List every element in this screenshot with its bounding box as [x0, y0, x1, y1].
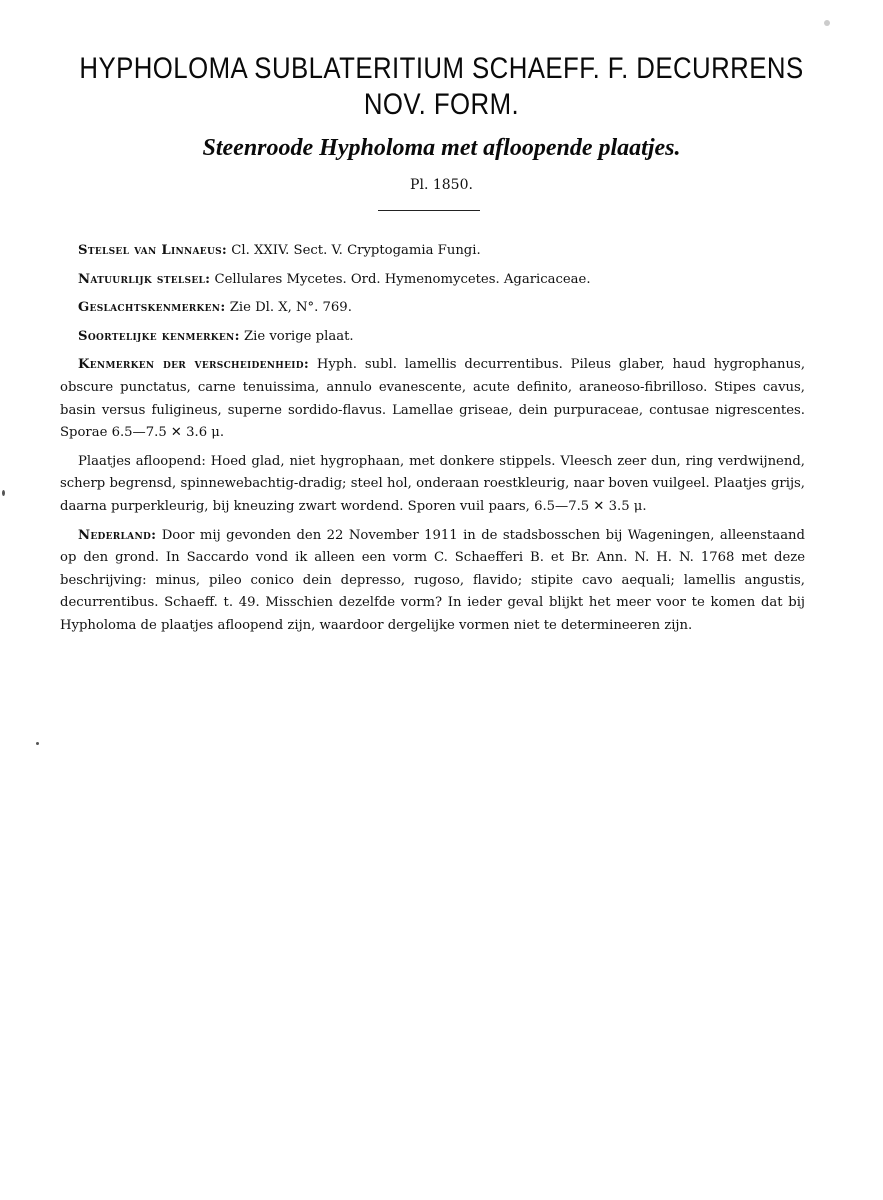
scan-speck [2, 490, 5, 496]
subtitle: Steenroode Hypholoma met afloopende plaatjes. [202, 135, 681, 161]
kenmerken-verscheidenheid-text: Hyph. subl. lamellis decurrentibus. Pileus glaber, haud hygrophanus, obscure punctatus, carne tenuissima, annulo evanescente, acute definito, araneoso-fibrilloso. Stipes cavus, basin versus fuligineus, superne sordido-flavus. Lamellae griseae, dein purpuraceae, contusae nigrescentes. Sporae 6.5—7.5 ✕ 3.6 μ. [60, 357, 806, 441]
soortelijke-kenmerken-text: Zie vorige plaat. [243, 328, 354, 344]
stelsel-linnaeus [60, 240, 805, 263]
natuurlijk-stelsel [60, 269, 805, 292]
geslachtskenmerken-text: Zie Dl. X, N°. 769. [229, 300, 352, 316]
title-line-2: NOV. FORM. [363, 88, 520, 121]
natuurlijk-stelsel-text: Cellulares Mycetes. Ord. Hymenomycetes. Agaricaceae. [214, 271, 591, 287]
divider-rule [378, 210, 480, 211]
scan-speck [36, 742, 39, 745]
soortelijke-kenmerken [60, 326, 805, 349]
nederland-label: Nederland: [78, 527, 157, 543]
soortelijke-kenmerken-label: Soortelijke kenmerken: [78, 328, 240, 344]
scan-speck [824, 20, 830, 26]
description-body [60, 240, 805, 644]
kenmerken-verscheidenheid-label: Kenmerken der verscheidenheid: [78, 357, 310, 373]
stelsel-linnaeus-label: Stelsel van Linnaeus: [78, 243, 228, 258]
natuurlijk-stelsel-label: Natuurlijk stelsel: [78, 271, 211, 287]
plate-number: Pl. 1850. [410, 177, 473, 193]
nederland-text: Door mij gevonden den 22 November 1911 in de stadsbosschen bij Wageningen, alleenstaand op den grond. In Saccardo vond ik alleen een vorm C. Schaefferi B. et Br. Ann. N. H. N. 1768 met deze beschrijving: minus, pileo conico dein depresso, rugoso, flavido; stipite cavo aequali; lamellis angustis, decurrentibus. Schaeff. t. 49. Misschien dezelfde vorm? In ieder geval blijkt het meer voor te komen dat bij Hypholoma de plaatjes afloopend zijn, waardoor dergelijke vormen niet te determineeren zijn. [60, 527, 805, 633]
geslachtskenmerken-label: Geslachtskenmerken: [78, 300, 226, 316]
kenmerken-verscheidenheid [60, 354, 805, 444]
nederland [60, 525, 805, 638]
plaatjes-paragraph: Plaatjes afloopend: Hoed glad, niet hygrophaan, met donkere stippels. Vleesch zeer dun, ring verdwijnend, scherp begrensd, spinnewebachtig-dradig; steel hol, onderaan roestkleurig, naar boven vuilgeel. Plaatjes grijs, daarna purperkleurig, bij kneuzing zwart wordend. Sporen vuil paars, 6.5—7.5 ✕ 3.5 μ. [60, 453, 805, 514]
title-line-1: HYPHOLOMA SUBLATERITIUM SCHAEFF. F. DECURRENS [79, 52, 804, 85]
stelsel-linnaeus-text: Cl. XXIV. Sect. V. Cryptogamia Fungi. [231, 243, 481, 258]
geslachtskenmerken [60, 297, 805, 320]
